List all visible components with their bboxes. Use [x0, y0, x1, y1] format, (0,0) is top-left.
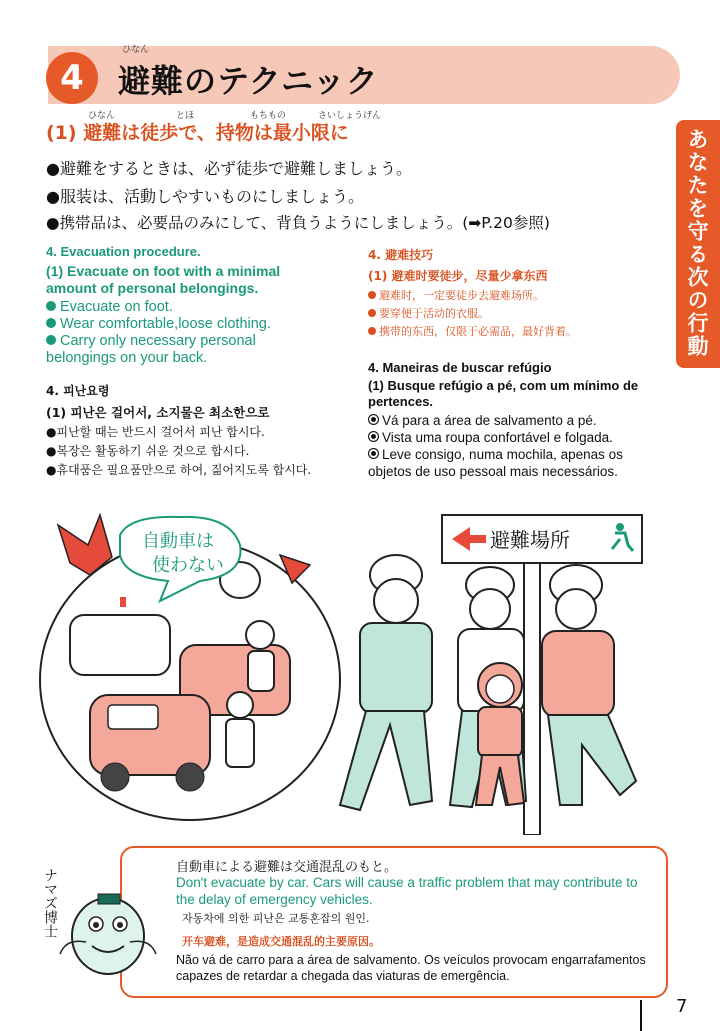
mascot-label: ナマズ博士 — [42, 868, 58, 938]
portuguese-item: Vista uma roupa confortável e folgada. — [368, 429, 668, 446]
english-item: Carry only necessary personal belongings on your back. — [46, 333, 256, 366]
page-number: 7 — [676, 996, 688, 1017]
bullet-icon — [368, 431, 379, 442]
chinese-subheading: (1) 避难时要徒步，尽量少拿东西 — [368, 269, 548, 283]
english-heading: 4. Evacuation procedure. — [46, 244, 201, 259]
bullet-icon — [368, 309, 376, 317]
english-section — [46, 244, 326, 367]
chinese-heading: 4. 避难技巧 — [368, 248, 434, 262]
subheading-ruby-1: ひなん — [88, 111, 116, 121]
portuguese-section — [368, 360, 668, 480]
note-japanese: 自動車による避難は交通混乱のもと。 — [176, 860, 398, 875]
portuguese-heading: 4. Maneiras de buscar refúgio — [368, 360, 552, 375]
subheading-ruby-3: もちもの — [250, 111, 287, 121]
bullet-icon — [368, 414, 379, 425]
bullet-icon — [46, 318, 56, 328]
subheading-ruby-4: さいしょうげん — [318, 111, 382, 121]
walking-family — [340, 555, 636, 810]
japanese-item-3: ●携帯品は、必要品のみにして、背負うようにしましょう。(➡P.20参照) — [46, 214, 550, 232]
korean-item: ●복장은 활동하기 쉬운 것으로 합시다. — [46, 444, 250, 458]
chinese-item: 避难时，一定要徒步去避难场所。 — [368, 287, 668, 305]
note-portuguese: Não vá de carro para a área de salvamento. Os veículos provocam engarrafamentos capazes de retardar a chegada das viaturas de emergência. — [176, 953, 646, 983]
side-tab-label: あなたを守る次の行動 — [685, 128, 709, 358]
bullet-icon — [46, 301, 56, 311]
english-subheading: (1) Evacuate on foot with a minimal amount of personal belongings. — [46, 263, 281, 296]
chinese-item: 携带的东西，仅限于必需品，最好背着。 — [368, 323, 668, 341]
ambulance-icon — [70, 615, 170, 675]
running-person-icon — [616, 523, 624, 531]
speech-bubble-line-2: 使わない — [152, 555, 224, 576]
person-icon — [246, 621, 274, 649]
bullet-icon — [46, 335, 56, 345]
japanese-item-1: ●避難をするときは、必ず徒歩で避難しましょう。 — [46, 159, 412, 178]
korean-section — [46, 382, 346, 480]
english-item: Evacuate on foot. — [46, 299, 326, 316]
japanese-subheading: (1) 避難は徒歩で、持物は最小限に — [46, 122, 349, 144]
sign-label: 避難場所 — [490, 528, 570, 552]
japanese-item-2: ●服装は、活動しやすいものにしましょう。 — [46, 187, 364, 206]
speech-bubble-line-1: 自動車は — [142, 531, 214, 552]
page-title: 避難のテクニック — [118, 62, 379, 100]
note-chinese: 开车避难，是造成交通混乱的主要原因。 — [182, 935, 380, 948]
korean-heading: 4. 피난요령 — [46, 384, 110, 398]
english-item: Wear comfortable,loose clothing. — [46, 316, 326, 333]
page-number-divider — [640, 1000, 642, 1031]
evacuation-illustration — [30, 505, 690, 835]
note-english: Don't evacuate by car. Cars will cause a traffic problem that may contribute to the delay of emergency vehicles. — [176, 875, 638, 907]
catfish-mascot-icon — [46, 858, 166, 998]
portuguese-item: Vá para a área de salvamento a pé. — [368, 412, 668, 429]
chinese-item: 要穿便于活动的衣服。 — [368, 305, 668, 323]
subheading-ruby-2: とほ — [176, 111, 195, 121]
bullet-icon — [368, 448, 379, 459]
title-ruby: ひなん — [122, 45, 150, 55]
note-korean: 자동차에 의한 피난은 교통혼잡의 원인. — [182, 912, 370, 925]
korean-subheading: (1) 피난은 걸어서, 소지물은 최소한으로 — [46, 405, 270, 420]
person-icon — [227, 692, 253, 718]
section-number-badge: 4 — [46, 52, 98, 104]
chinese-section — [368, 246, 668, 341]
korean-item: ●휴대품은 필요품만으로 하여, 짊어지도록 합시다. — [46, 463, 312, 477]
bullet-icon — [368, 291, 376, 299]
portuguese-item: Leve consigo, numa mochila, apenas os objetos de uso pessoal mais necessários. — [368, 447, 623, 479]
bullet-icon — [368, 327, 376, 335]
korean-item: ●피난할 때는 반드시 걸어서 피난 합시다. — [46, 425, 265, 439]
portuguese-subheading: (1) Busque refúgio a pé, com um mínimo de pertences. — [368, 378, 639, 409]
